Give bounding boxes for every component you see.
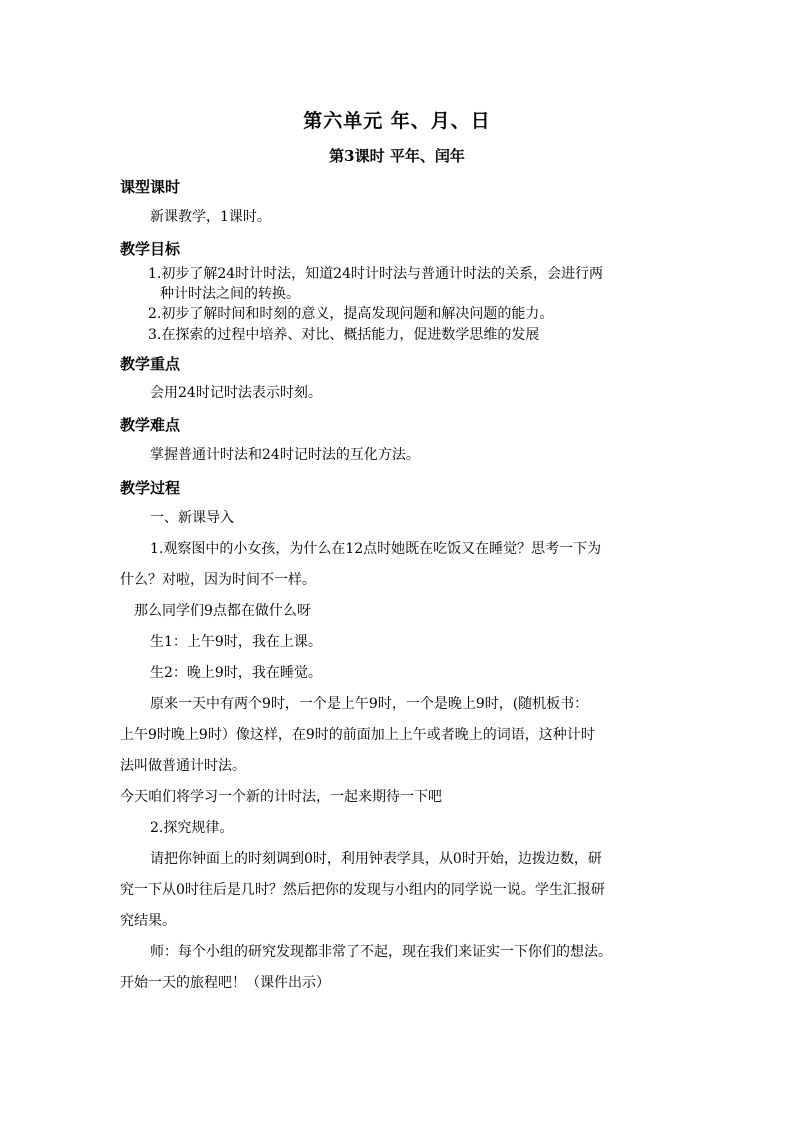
- difficulties-text: 掌握普通计时法和24时记时法的互化方法。: [150, 447, 420, 463]
- goal-3: 3.在探索的过程中培养、对比、概括能力，促进数学思维的发展: [148, 327, 540, 343]
- process-p1: 一、新课导入: [150, 510, 234, 526]
- goal-1-line-2: 种计时法之间的转换。: [160, 286, 300, 302]
- lesson-subtitle: 第3课时 平年、闰年: [329, 147, 465, 165]
- process-p10-line2: 开始一天的旅程吧！（课件出示）: [120, 975, 330, 991]
- heading-goals: 教学目标: [120, 240, 181, 258]
- process-p4: 生1：上午9时，我在上课。: [150, 634, 322, 650]
- process-p9-line1: 请把你钟面上的时刻调到0时，利用钟表学具，从0时开始，边拨边数，研: [150, 851, 602, 867]
- lesson-type-text: 新课教学，1课时。: [150, 209, 271, 225]
- process-p9-line2: 究一下从0时往后是几时？然后把你的发现与小组内的同学说一说。学生汇报研: [120, 882, 605, 898]
- heading-lesson-type: 课型课时: [120, 178, 181, 196]
- process-p8: 2.探究规律。: [150, 820, 234, 836]
- process-p5: 生2：晚上9时，我在睡觉。: [150, 665, 322, 681]
- process-p6-line1: 原来一天中有两个9时，一个是上午9时，一个是晚上9时，(随机板书：: [150, 696, 589, 712]
- heading-process: 教学过程: [120, 479, 181, 497]
- process-p9-line3: 究结果。: [120, 913, 176, 929]
- goal-2: 2.初步了解时间和时刻的意义，提高发现问题和解决问题的能力。: [148, 306, 554, 322]
- process-p2-line2: 什么？对啦，因为时间不一样。: [120, 572, 316, 588]
- process-p2-line1: 1.观察图中的小女孩，为什么在12点时她既在吃饭又在睡觉？思考一下为: [150, 541, 602, 557]
- page-title: 第六单元 年、月、日: [303, 110, 491, 132]
- process-p7: 今天咱们将学习一个新的计时法，一起来期待一下吧: [120, 789, 442, 805]
- heading-difficulties: 教学难点: [120, 416, 181, 434]
- process-p3: 那么同学们9点都在做什么呀: [134, 603, 311, 619]
- process-p6-line3: 法叫做普通计时法。: [120, 758, 246, 774]
- goal-1-line-1: 1.初步了解24时计时法，知道24时计时法与普通计时法的关系，会进行两: [148, 266, 603, 282]
- heading-key-points: 教学重点: [120, 355, 181, 373]
- key-points-text: 会用24时记时法表示时刻。: [150, 385, 322, 401]
- process-p10-line1: 师：每个小组的研究发现都非常了不起，现在我们来证实一下你们的想法。: [150, 944, 612, 960]
- process-p6-line2: 上午9时晚上9时）像这样，在9时的前面加上上午或者晚上的词语，这种计时: [120, 727, 595, 743]
